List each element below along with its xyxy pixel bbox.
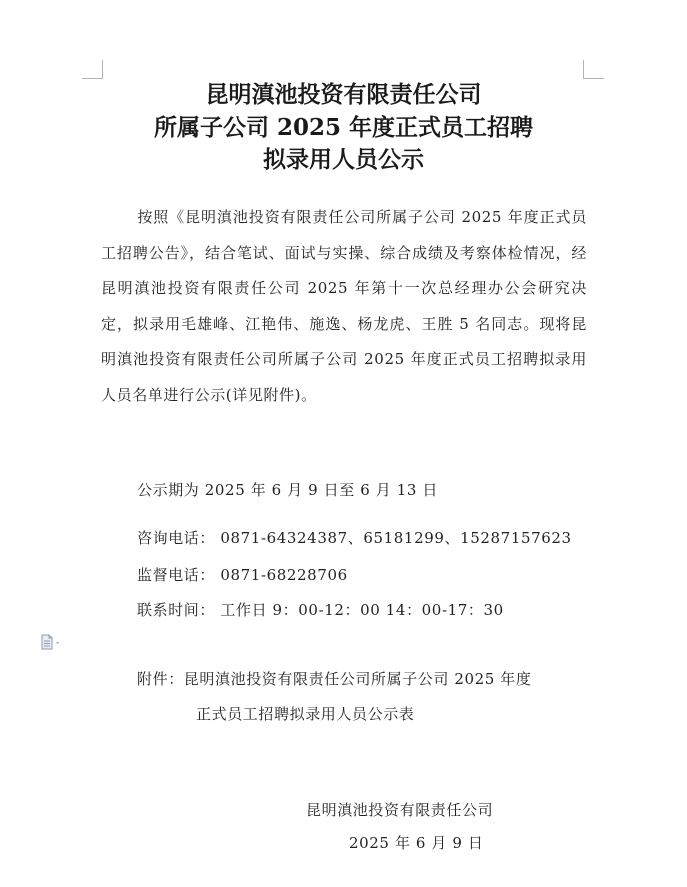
- signature-organization: 昆明滇池投资有限责任公司: [306, 801, 494, 819]
- body-paragraph-text: 按照《昆明滇池投资有限责任公司所属子公司 2025 年度正式员工招聘公告》，结合笔试、面试与实操、综合成绩及考察体检情况，经昆明滇池投资有限责任公司 2025 年第十一次总经理办公会研究决定，拟录用毛雄峰、江艳伟、施逸、杨龙虎、王胜 5 名同志。现将昆明滇池投资有限责任公司所属子公司 2025 年度正式员工招聘拟录用人员名单进行公示(详见附件)。: [101, 208, 587, 404]
- page-corner-mark-top-right: [583, 60, 604, 79]
- document-title-line-1: 昆明滇池投资有限责任公司: [205, 81, 482, 108]
- body-paragraph: [101, 200, 587, 413]
- publicity-period: 公示期为 2025 年 6 月 9 日至 6 月 13 日: [137, 481, 438, 499]
- page-corner-mark-top-left: [82, 60, 103, 79]
- signature-date: 2025 年 6 月 9 日: [349, 834, 484, 852]
- supervise-phone: 监督电话： 0871-68228706: [137, 566, 348, 584]
- attachment-line-2: 正式员工招聘拟录用人员公示表: [196, 705, 415, 723]
- document-icon[interactable]: [40, 634, 62, 650]
- document-title-line-3: 拟录用人员公示: [263, 146, 424, 173]
- document-title-line-2: 所属子公司 2025 年度正式员工招聘: [153, 114, 534, 141]
- consult-phone: 咨询电话： 0871-64324387、65181299、15287157623: [137, 529, 572, 547]
- attachment-line-1: 附件：昆明滇池投资有限责任公司所属子公司 2025 年度: [137, 670, 532, 688]
- contact-hours: 联系时间： 工作日 9：00-12：00 14：00-17：30: [137, 601, 504, 619]
